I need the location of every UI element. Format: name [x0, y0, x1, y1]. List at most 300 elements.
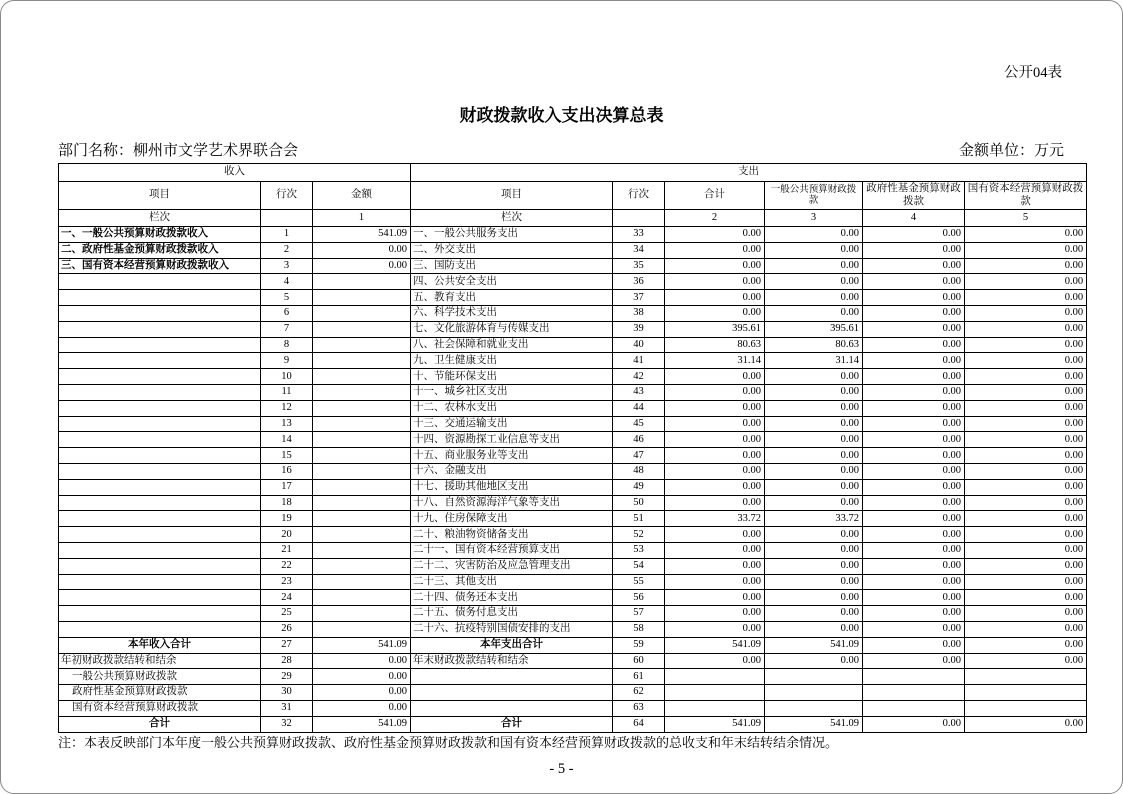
state-capital-budget-cell: 0.00 [965, 527, 1087, 543]
expenditure-item-cell: 二十、粮油物资储备支出 [411, 527, 613, 543]
general-budget-cell: 0.00 [765, 495, 863, 511]
revenue-amount-cell [313, 369, 411, 385]
expenditure-item-cell: 二十四、债务还本支出 [411, 590, 613, 606]
general-budget-cell: 31.14 [765, 353, 863, 369]
general-budget-header: 一般公共预算财政拨款 [765, 182, 863, 210]
state-capital-budget-cell: 0.00 [965, 305, 1087, 321]
revenue-amount-cell: 0.00 [313, 669, 411, 685]
colnum-4: 4 [863, 210, 965, 227]
state-capital-budget-cell: 0.00 [965, 369, 1087, 385]
expenditure-item-cell: 九、卫生健康支出 [411, 353, 613, 369]
revenue-line-cell: 10 [261, 369, 313, 385]
revenue-line-cell: 2 [261, 242, 313, 258]
general-budget-cell: 0.00 [765, 527, 863, 543]
general-budget-cell: 0.00 [765, 305, 863, 321]
revenue-item-cell: 国有资本经营预算财政拨款 [59, 700, 261, 716]
revenue-item-cell [59, 606, 261, 622]
revenue-line-cell: 7 [261, 321, 313, 337]
expenditure-line-cell: 49 [613, 479, 665, 495]
form-code: 公开04表 [1004, 65, 1062, 81]
gov-fund-budget-cell: 0.00 [863, 290, 965, 306]
expenditure-line-cell: 42 [613, 369, 665, 385]
revenue-line-cell: 21 [261, 542, 313, 558]
revenue-item-cell [59, 621, 261, 637]
section-header-row [59, 164, 1087, 182]
gov-fund-budget-cell: 0.00 [863, 305, 965, 321]
revenue-amount-header: 金额 [313, 182, 411, 210]
revenue-item-header: 项目 [59, 182, 261, 210]
table-row [59, 527, 1087, 543]
revenue-amount-cell [313, 305, 411, 321]
revenue-line-cell: 30 [261, 685, 313, 701]
revenue-item-cell: 政府性基金预算财政拨款 [59, 685, 261, 701]
table-row [59, 321, 1087, 337]
expenditure-total-cell: 0.00 [665, 400, 765, 416]
general-budget-cell: 0.00 [765, 416, 863, 432]
gov-fund-budget-cell: 0.00 [863, 353, 965, 369]
revenue-item-cell [59, 527, 261, 543]
revenue-amount-cell: 0.00 [313, 685, 411, 701]
expenditure-line-cell: 35 [613, 258, 665, 274]
general-budget-cell: 0.00 [765, 463, 863, 479]
revenue-line-cell: 17 [261, 479, 313, 495]
revenue-amount-cell [313, 353, 411, 369]
general-budget-cell: 0.00 [765, 621, 863, 637]
state-capital-budget-cell [965, 700, 1087, 716]
revenue-line-cell: 4 [261, 274, 313, 290]
table-row [59, 716, 1087, 732]
expenditure-total-cell: 0.00 [665, 621, 765, 637]
expenditure-line-header: 行次 [613, 182, 665, 210]
state-capital-budget-cell: 0.00 [965, 621, 1087, 637]
general-budget-cell: 0.00 [765, 479, 863, 495]
expenditure-item-cell: 二十二、灾害防治及应急管理支出 [411, 558, 613, 574]
expenditure-item-cell: 十九、住房保障支出 [411, 511, 613, 527]
gov-fund-budget-cell: 0.00 [863, 479, 965, 495]
table-row [59, 384, 1087, 400]
general-budget-cell: 0.00 [765, 448, 863, 464]
expenditure-item-cell: 七、文化旅游体育与传媒支出 [411, 321, 613, 337]
empty-header-cell [261, 210, 313, 227]
gov-fund-budget-cell: 0.00 [863, 400, 965, 416]
general-budget-cell: 0.00 [765, 274, 863, 290]
expenditure-item-cell: 四、公共安全支出 [411, 274, 613, 290]
gov-fund-budget-cell: 0.00 [863, 606, 965, 622]
revenue-amount-cell [313, 463, 411, 479]
gov-fund-budget-cell: 0.00 [863, 511, 965, 527]
revenue-item-cell [59, 400, 261, 416]
general-budget-cell: 0.00 [765, 558, 863, 574]
table-row [59, 432, 1087, 448]
expenditure-line-cell: 39 [613, 321, 665, 337]
revenue-line-cell: 31 [261, 700, 313, 716]
expenditure-item-cell: 十七、援助其他地区支出 [411, 479, 613, 495]
table-row [59, 495, 1087, 511]
general-budget-cell: 0.00 [765, 227, 863, 243]
state-capital-budget-cell: 0.00 [965, 495, 1087, 511]
expenditure-section-header: 支出 [411, 164, 1087, 182]
state-capital-budget-cell: 0.00 [965, 448, 1087, 464]
general-budget-cell: 0.00 [765, 590, 863, 606]
state-capital-budget-cell: 0.00 [965, 227, 1087, 243]
revenue-amount-cell [313, 574, 411, 590]
state-capital-budget-cell: 0.00 [965, 337, 1087, 353]
general-budget-cell: 0.00 [765, 290, 863, 306]
state-capital-budget-cell: 0.00 [965, 463, 1087, 479]
gov-fund-budget-cell: 0.00 [863, 558, 965, 574]
revenue-item-cell: 一般公共预算财政拨款 [59, 669, 261, 685]
state-capital-budget-cell: 0.00 [965, 353, 1087, 369]
table-row [59, 479, 1087, 495]
expenditure-total-cell: 0.00 [665, 527, 765, 543]
revenue-line-cell: 12 [261, 400, 313, 416]
table-row [59, 258, 1087, 274]
expenditure-total-cell: 0.00 [665, 258, 765, 274]
revenue-item-cell: 一、一般公共预算财政拨款收入 [59, 227, 261, 243]
table-row [59, 369, 1087, 385]
revenue-colnum-label: 栏次 [59, 210, 261, 227]
expenditure-total-cell: 0.00 [665, 432, 765, 448]
revenue-line-cell: 5 [261, 290, 313, 306]
general-budget-cell: 541.09 [765, 637, 863, 653]
state-capital-budget-cell: 0.00 [965, 416, 1087, 432]
gov-fund-budget-cell: 0.00 [863, 621, 965, 637]
revenue-amount-cell: 0.00 [313, 700, 411, 716]
expenditure-line-cell: 48 [613, 463, 665, 479]
gov-fund-budget-cell: 0.00 [863, 432, 965, 448]
expenditure-total-cell: 0.00 [665, 558, 765, 574]
state-capital-budget-cell: 0.00 [965, 432, 1087, 448]
general-budget-cell: 0.00 [765, 258, 863, 274]
expenditure-line-cell: 62 [613, 685, 665, 701]
gov-fund-budget-cell [863, 685, 965, 701]
table-row [59, 700, 1087, 716]
expenditure-line-cell: 58 [613, 621, 665, 637]
expenditure-line-cell: 46 [613, 432, 665, 448]
table-row [59, 274, 1087, 290]
expenditure-total-cell: 0.00 [665, 495, 765, 511]
revenue-line-cell: 16 [261, 463, 313, 479]
revenue-amount-cell [313, 321, 411, 337]
revenue-amount-cell: 0.00 [313, 258, 411, 274]
expenditure-line-cell: 50 [613, 495, 665, 511]
revenue-amount-cell [313, 606, 411, 622]
revenue-item-cell [59, 542, 261, 558]
expenditure-line-cell: 44 [613, 400, 665, 416]
revenue-item-cell [59, 511, 261, 527]
gov-fund-budget-cell: 0.00 [863, 416, 965, 432]
revenue-line-cell: 15 [261, 448, 313, 464]
state-capital-budget-cell: 0.00 [965, 574, 1087, 590]
general-budget-cell: 0.00 [765, 574, 863, 590]
expenditure-item-cell: 二十三、其他支出 [411, 574, 613, 590]
revenue-amount-cell [313, 558, 411, 574]
revenue-amount-cell [313, 479, 411, 495]
expenditure-total-cell: 0.00 [665, 369, 765, 385]
revenue-item-cell [59, 448, 261, 464]
revenue-item-cell: 三、国有资本经营预算财政拨款收入 [59, 258, 261, 274]
revenue-line-cell: 8 [261, 337, 313, 353]
gov-fund-budget-cell: 0.00 [863, 574, 965, 590]
state-capital-budget-cell: 0.00 [965, 274, 1087, 290]
expenditure-item-cell: 十六、金融支出 [411, 463, 613, 479]
expenditure-total-cell: 541.09 [665, 716, 765, 732]
empty-header-cell [613, 210, 665, 227]
revenue-amount-cell [313, 542, 411, 558]
fiscal-appropriation-table [58, 163, 1087, 733]
expenditure-item-cell: 二十五、债务付息支出 [411, 606, 613, 622]
gov-fund-budget-cell [863, 669, 965, 685]
expenditure-item-cell [411, 685, 613, 701]
table-row [59, 511, 1087, 527]
expenditure-total-cell: 0.00 [665, 479, 765, 495]
expenditure-line-cell: 47 [613, 448, 665, 464]
state-capital-budget-cell: 0.00 [965, 479, 1087, 495]
general-budget-cell: 0.00 [765, 653, 863, 669]
expenditure-total-cell: 0.00 [665, 242, 765, 258]
revenue-line-cell: 25 [261, 606, 313, 622]
revenue-line-cell: 27 [261, 637, 313, 653]
gov-fund-budget-cell: 0.00 [863, 321, 965, 337]
column-number-row [59, 210, 1087, 227]
revenue-amount-cell [313, 448, 411, 464]
general-budget-cell: 541.09 [765, 716, 863, 732]
revenue-amount-cell: 541.09 [313, 716, 411, 732]
state-capital-budget-cell: 0.00 [965, 242, 1087, 258]
expenditure-item-cell: 五、教育支出 [411, 290, 613, 306]
general-budget-cell: 80.63 [765, 337, 863, 353]
revenue-amount-cell [313, 511, 411, 527]
expenditure-total-cell: 0.00 [665, 542, 765, 558]
gov-fund-budget-cell: 0.00 [863, 369, 965, 385]
revenue-item-cell [59, 321, 261, 337]
expenditure-item-cell: 六、科学技术支出 [411, 305, 613, 321]
expenditure-total-cell: 395.61 [665, 321, 765, 337]
general-budget-cell: 0.00 [765, 432, 863, 448]
revenue-item-cell [59, 274, 261, 290]
table-row [59, 653, 1087, 669]
revenue-line-cell: 32 [261, 716, 313, 732]
general-budget-cell: 0.00 [765, 242, 863, 258]
expenditure-line-cell: 61 [613, 669, 665, 685]
revenue-amount-cell: 541.09 [313, 637, 411, 653]
state-capital-budget-cell: 0.00 [965, 542, 1087, 558]
state-capital-budget-cell: 0.00 [965, 653, 1087, 669]
table-row [59, 353, 1087, 369]
revenue-item-cell: 年初财政拨款结转和结余 [59, 653, 261, 669]
expenditure-item-cell [411, 669, 613, 685]
revenue-item-cell [59, 432, 261, 448]
department-name: 部门名称：柳州市文学艺术界联合会 [58, 143, 299, 159]
revenue-item-cell [59, 290, 261, 306]
expenditure-line-cell: 52 [613, 527, 665, 543]
expenditure-total-cell: 33.72 [665, 511, 765, 527]
revenue-amount-cell [313, 274, 411, 290]
colnum-3: 3 [765, 210, 863, 227]
revenue-amount-cell [313, 416, 411, 432]
state-capital-budget-cell [965, 669, 1087, 685]
expenditure-item-cell: 年末财政拨款结转和结余 [411, 653, 613, 669]
expenditure-line-cell: 45 [613, 416, 665, 432]
expenditure-item-cell: 十二、农林水支出 [411, 400, 613, 416]
gov-fund-budget-cell: 0.00 [863, 384, 965, 400]
revenue-line-cell: 20 [261, 527, 313, 543]
revenue-line-cell: 14 [261, 432, 313, 448]
expenditure-total-cell: 80.63 [665, 337, 765, 353]
revenue-line-cell: 23 [261, 574, 313, 590]
amount-unit-label: 金额单位：万元 [958, 143, 1064, 159]
revenue-amount-cell [313, 400, 411, 416]
revenue-amount-cell [313, 495, 411, 511]
revenue-item-cell [59, 574, 261, 590]
general-budget-cell: 0.00 [765, 400, 863, 416]
gov-fund-budget-cell: 0.00 [863, 448, 965, 464]
state-capital-budget-cell: 0.00 [965, 716, 1087, 732]
expenditure-total-cell: 0.00 [665, 274, 765, 290]
table-note: 注：本表反映部门本年度一般公共预算财政拨款、政府性基金预算财政拨款和国有资本经营预算财政拨款的总收支和年末结转结余情况。 [58, 735, 839, 750]
revenue-item-cell [59, 590, 261, 606]
expenditure-total-cell: 0.00 [665, 384, 765, 400]
state-capital-budget-cell: 0.00 [965, 511, 1087, 527]
table-row [59, 621, 1087, 637]
gov-fund-budget-cell: 0.00 [863, 527, 965, 543]
expenditure-total-cell: 0.00 [665, 590, 765, 606]
expenditure-item-header: 项目 [411, 182, 613, 210]
revenue-amount-cell: 0.00 [313, 242, 411, 258]
expenditure-total-cell: 0.00 [665, 606, 765, 622]
state-capital-budget-cell: 0.00 [965, 558, 1087, 574]
expenditure-item-cell: 三、国防支出 [411, 258, 613, 274]
expenditure-total-cell: 541.09 [665, 637, 765, 653]
revenue-item-cell: 二、政府性基金预算财政拨款收入 [59, 242, 261, 258]
revenue-amount-cell [313, 621, 411, 637]
revenue-line-cell: 26 [261, 621, 313, 637]
state-capital-budget-cell: 0.00 [965, 258, 1087, 274]
table-row [59, 558, 1087, 574]
gov-fund-budget-cell: 0.00 [863, 242, 965, 258]
general-budget-cell [765, 700, 863, 716]
general-budget-cell: 0.00 [765, 606, 863, 622]
expenditure-item-cell: 十五、商业服务业等支出 [411, 448, 613, 464]
expenditure-item-cell: 十、节能环保支出 [411, 369, 613, 385]
state-capital-budget-cell: 0.00 [965, 637, 1087, 653]
table-row [59, 227, 1087, 243]
expenditure-item-cell: 二、外交支出 [411, 242, 613, 258]
revenue-amount-cell: 0.00 [313, 653, 411, 669]
revenue-line-cell: 24 [261, 590, 313, 606]
revenue-line-cell: 13 [261, 416, 313, 432]
state-capital-budget-header: 国有资本经营预算财政拨款 [965, 182, 1087, 210]
state-capital-budget-cell: 0.00 [965, 384, 1087, 400]
expenditure-line-cell: 43 [613, 384, 665, 400]
expenditure-line-cell: 41 [613, 353, 665, 369]
revenue-item-cell [59, 479, 261, 495]
revenue-section-header: 收入 [59, 164, 411, 182]
general-budget-cell: 0.00 [765, 369, 863, 385]
gov-fund-budget-cell: 0.00 [863, 542, 965, 558]
table-row [59, 400, 1087, 416]
expenditure-item-cell: 一、一般公共服务支出 [411, 227, 613, 243]
meta-row [58, 139, 1064, 160]
table-row [59, 337, 1087, 353]
revenue-line-header: 行次 [261, 182, 313, 210]
table-row [59, 574, 1087, 590]
expenditure-item-cell: 八、社会保障和就业支出 [411, 337, 613, 353]
revenue-item-cell: 合计 [59, 716, 261, 732]
colnum-1: 1 [313, 210, 411, 227]
expenditure-item-cell: 二十一、国有资本经营预算支出 [411, 542, 613, 558]
table-row [59, 290, 1087, 306]
table-row [59, 685, 1087, 701]
expenditure-total-header: 合计 [665, 182, 765, 210]
expenditure-item-cell: 二十六、抗疫特别国债安排的支出 [411, 621, 613, 637]
expenditure-total-cell: 0.00 [665, 290, 765, 306]
gov-fund-budget-cell: 0.00 [863, 637, 965, 653]
state-capital-budget-cell: 0.00 [965, 590, 1087, 606]
expenditure-item-cell: 合计 [411, 716, 613, 732]
expenditure-line-cell: 57 [613, 606, 665, 622]
revenue-line-cell: 28 [261, 653, 313, 669]
gov-fund-budget-cell: 0.00 [863, 653, 965, 669]
expenditure-line-cell: 64 [613, 716, 665, 732]
general-budget-cell [765, 685, 863, 701]
revenue-line-cell: 9 [261, 353, 313, 369]
revenue-item-cell [59, 369, 261, 385]
general-budget-cell: 395.61 [765, 321, 863, 337]
revenue-item-cell [59, 337, 261, 353]
expenditure-colnum-label: 栏次 [411, 210, 613, 227]
table-row [59, 542, 1087, 558]
table-row [59, 416, 1087, 432]
table-row [59, 242, 1087, 258]
expenditure-line-cell: 51 [613, 511, 665, 527]
revenue-amount-cell [313, 337, 411, 353]
page-title: 财政拨款收入支出决算总表 [459, 106, 664, 125]
expenditure-item-cell [411, 700, 613, 716]
revenue-item-cell [59, 558, 261, 574]
expenditure-line-cell: 60 [613, 653, 665, 669]
gov-fund-budget-cell [863, 700, 965, 716]
revenue-line-cell: 18 [261, 495, 313, 511]
expenditure-line-cell: 63 [613, 700, 665, 716]
expenditure-line-cell: 37 [613, 290, 665, 306]
state-capital-budget-cell: 0.00 [965, 321, 1087, 337]
expenditure-line-cell: 55 [613, 574, 665, 590]
expenditure-item-cell: 十八、自然资源海洋气象等支出 [411, 495, 613, 511]
gov-fund-budget-cell: 0.00 [863, 463, 965, 479]
expenditure-item-cell: 十一、城乡社区支出 [411, 384, 613, 400]
gov-fund-budget-cell: 0.00 [863, 590, 965, 606]
expenditure-total-cell [665, 669, 765, 685]
revenue-item-cell: 本年收入合计 [59, 637, 261, 653]
table-row [59, 463, 1087, 479]
revenue-line-cell: 22 [261, 558, 313, 574]
gov-fund-budget-cell: 0.00 [863, 337, 965, 353]
revenue-item-cell [59, 384, 261, 400]
expenditure-item-cell: 本年支出合计 [411, 637, 613, 653]
revenue-item-cell [59, 305, 261, 321]
state-capital-budget-cell [965, 685, 1087, 701]
expenditure-line-cell: 59 [613, 637, 665, 653]
revenue-line-cell: 6 [261, 305, 313, 321]
expenditure-total-cell: 0.00 [665, 653, 765, 669]
revenue-item-cell [59, 495, 261, 511]
general-budget-cell [765, 669, 863, 685]
page-number: - 5 - [549, 761, 574, 777]
revenue-line-cell: 1 [261, 227, 313, 243]
expenditure-total-cell: 0.00 [665, 227, 765, 243]
gov-fund-budget-cell: 0.00 [863, 274, 965, 290]
